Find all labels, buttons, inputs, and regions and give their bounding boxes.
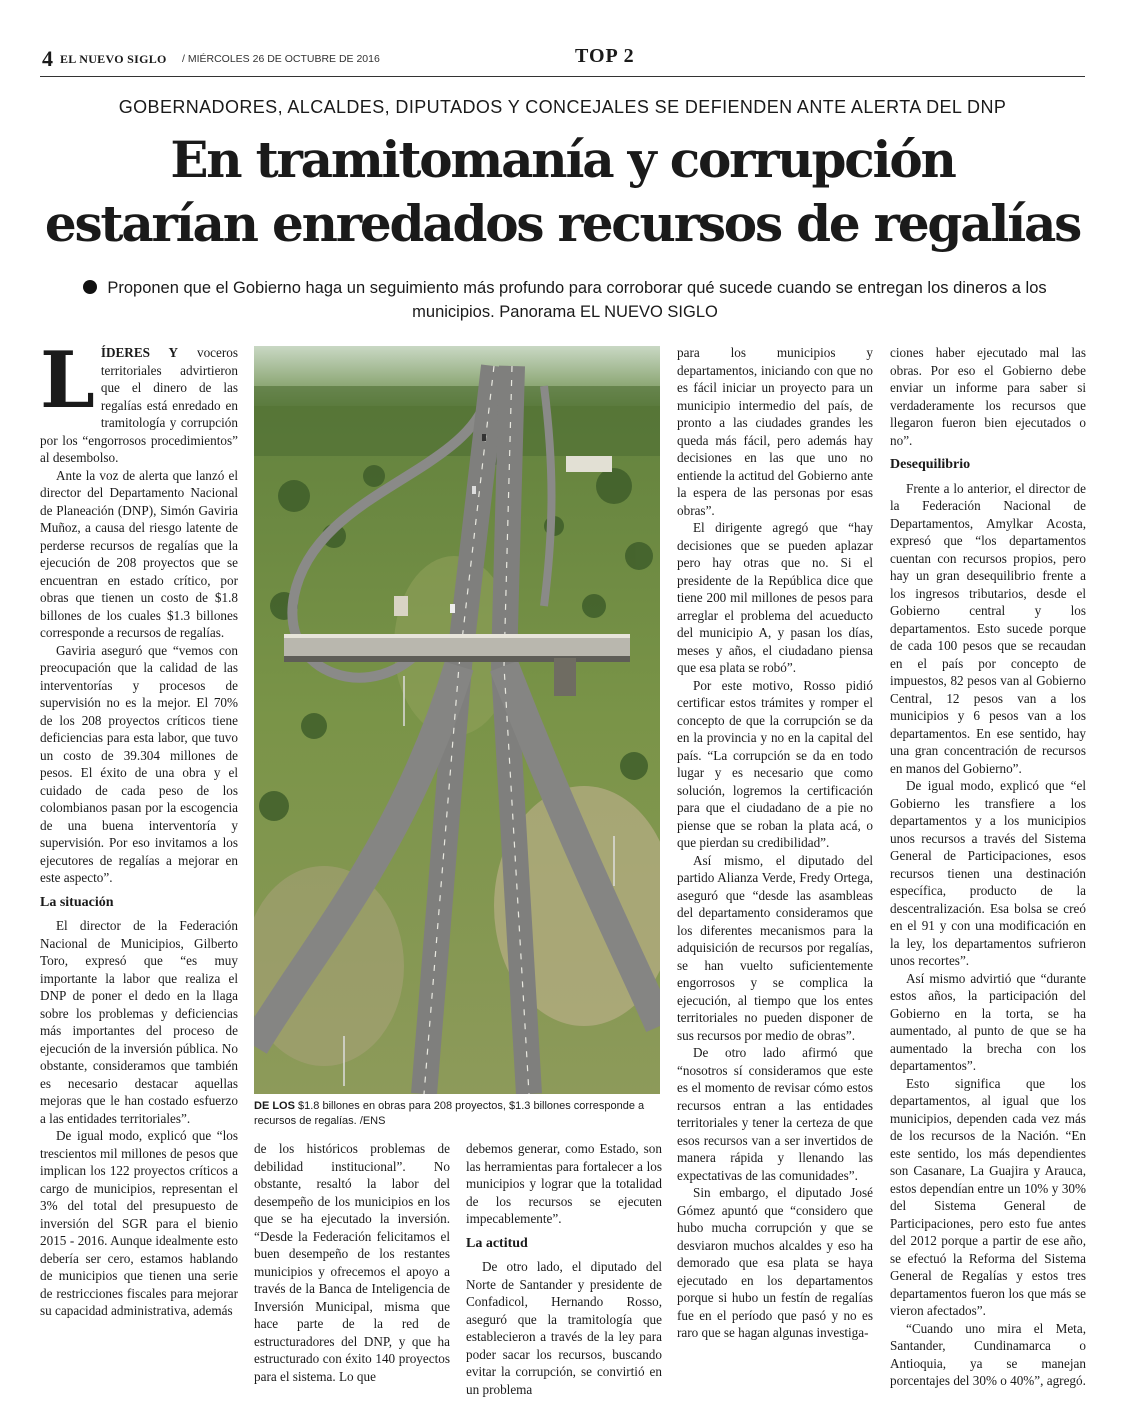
highway-aerial-photo — [254, 346, 660, 1094]
paragraph: debemos generar, como Estado, son las herramientas para fortalecer a los municipios y lograr que la totalidad de los recursos se ejecuten impecablemente”. — [466, 1141, 662, 1226]
page-folio — [40, 45, 1085, 77]
paragraph: Frente a lo anterior, el director de la Federación Nacional de Departamentos, Amylkar Acosta, expresó que “los departamentos cuentan con recursos propios, pero hay un gran desequilibrio frente a los ingresos tributarios, desde el Gobierno central y los departamentos. Esto sucede porque de cada 100 pesos que se recaudan en el país por concepto de impuestos, 82 pesos van al Gobierno Central, 12 pesos van a los municipios y 6 pesos van a los departamentos. En ese sentido, hay una gran concentración de recursos en manos del Gobierno”. — [890, 480, 1086, 776]
paragraph: de los históricos problemas de debilidad institucional”. No obstante, resaltó la labor del desempeño de los municipios en los que se ha ejecutado la inversión. “Desde la Federación felicitamos el buen desempeño de los restantes municipios y ofrecemos el apoyo a través de la Banca de Inteligencia de Inversión Municipal, misma que hace parte de la red de estructuradores del DNP, y que ha estructurado con éxito 140 proyectos para el sistema. Lo que — [254, 1141, 450, 1384]
article-column-1 — [40, 344, 238, 1396]
caption-text: $1.8 billones en obras para 208 proyectos, $1.3 billones corresponde a recursos de regalías. /ENS — [254, 1100, 645, 1127]
paragraph: Así mismo, el diputado del partido Alianza Verde, Fredy Ortega, aseguró que “desde las asambleas del departamento consideramos que los diferentes mecanismos para la adquisición de recursos por regalías, se han vuelto suficientemente engorrosos y se complica la ejecución, al tiempo que los entes territoriales no pueden disponer de sus recursos por medio de obras”. — [677, 852, 873, 1043]
drop-cap: L — [40, 344, 95, 426]
issue-date: / MIÉRCOLES 26 DE OCTUBRE DE 2016 — [182, 53, 380, 65]
headline-line-2: estarían enredados recursos de regalías — [44, 194, 1081, 253]
highway-photo-illustration — [254, 346, 660, 1094]
subheading-la-actitud: La actitud — [466, 1235, 528, 1251]
paragraph: para los municipios y departamentos, iniciando con que no es fácil iniciar un proyecto para un municipio intermedio del país, de pronto a las ciudades grandes les queda más fácil, pero además hay decisiones en las que uno no entiende la actitud del Gobierno ante la espera de las personas por esas obras”. — [677, 345, 873, 518]
lead-paragraph-text: voceros territoriales advirtieron que el dinero de las regalías está enredado en tramitología y corrupción por los “engorrosos procedimientos” al desembolso. — [40, 345, 238, 465]
paragraph: El director de la Federación Nacional de Municipios, Gilberto Toro, expresó que “es muy importante la labor que realiza el DNP de poner el dedo en la llaga sobre los problemas y deficiencias más importantes del proceso de ejecución de la inversión pública. No obstante, consideramos que también es necesario destacar aquellas mejoras que le han costado esfuerzo a las entidades territoriales”. — [40, 918, 238, 1126]
newspaper-name: EL NUEVO SIGLO — [60, 52, 167, 66]
bullet-icon — [83, 280, 97, 294]
paragraph: El dirigente agregó que “hay decisiones que se pueden aplazar pero hay otras que no. Si el presidente de la República dice que tiene 200 mil millones de pesos para arreglar el problema del acueducto del municipio A, y pasan los días, meses y años, el ciudadano piensa que esa plata se robó”. — [677, 520, 873, 675]
paragraph: Esto significa que los departamentos, al igual que los municipios, dependen cada vez más de los recursos de la Nación. “En este sentido, los más dependientes son Casanare, La Guajira y Arauca, estos dependían entre un 10% y 30% del Sistema General de Participaciones, pero esto fue antes del 2012 porque a partir de ese año, se efectuó la Reforma del Sistema General de Regalías y estos tres departamentos fueron los que más se vieron afectados”. — [890, 1075, 1086, 1318]
caption-lead: DE LOS — [254, 1100, 295, 1112]
article-column-2 — [254, 1140, 450, 1398]
paragraph: Ante la voz de alerta que lanzó el director del Departamento Nacional de Planeación (DNP), Simón Gaviria Muñoz, a causa del riesgo latente de perderse recursos de regalías que la ejecución de 208 proyectos que se encuentran en estado crítico, por obras que tienen un costo de $1.8 billones de los cuales $1.3 billones corresponde a recursos de regalías. — [40, 467, 238, 640]
paragraph: Gaviria aseguró que “vemos con preocupación que la calidad de las interventorías y procesos de supervisión no es la mejor. El 70% de los 208 proyectos críticos tiene deficiencias para esta labor, que tuvo un costo de 39.304 millones de pesos. El éxito de una obra y el cuidado de cada peso de los colombianos pasan por la escogencia de una buena interventoría y supervisión. Por eso invitamos a los ejecutores de regalías a mejorar en este aspecto”. — [40, 642, 238, 885]
lead-in: ÍDERES Y — [100, 345, 178, 360]
lead-paragraph — [40, 344, 238, 467]
paragraph: De otro lado, el diputado del Norte de Santander y presidente de Confadicol, Hernando Rosso, aseguró que la tramitología que establecieron a través de la ley para poder sacar los recursos, buscando evitar la corrupción, se convirtió en un problema — [466, 1259, 662, 1397]
paragraph: Sin embargo, el diputado José Gómez apuntó que “considero que hubo mucha corrupción y que se desviaron muchos alcaldes y eso ha demorado que esa plata se haya ejecutado en los departamentos porque si hubo un festín de regalías fue en el período que pasó y no es raro que se hagan algunas investiga- — [677, 1185, 873, 1340]
paragraph: Así mismo advirtió que “durante estos años, la participación del Gobierno en la torta, se ha aumentado, al punto de que se ha aumentado la brecha con los departamentos”. — [890, 970, 1086, 1073]
section-label: TOP 2 — [575, 45, 635, 67]
paragraph: De otro lado afirmó que “nosotros sí consideramos que este es el momento de revisar cómo estos recursos entran a las entidades territoriales y tener la certeza de que esos recursos van a ser invertidos de manera rápida y llenando las expectativas de las comunidades”. — [677, 1045, 873, 1183]
paragraph: Por este motivo, Rosso pidió certificar estos trámites y romper el concepto de que la corrupción se da en la provincia y no en la capital del país. “La corrupción se da en todo lugar y es necesario que como solución, logremos la certificación para que el ciudadano de a pie no piense que se roban la plata acá, o que pierdan su credibilidad”. — [677, 677, 873, 850]
article-column-5 — [890, 344, 1086, 1398]
subheading-la-situacion: La situación — [40, 894, 114, 910]
paragraph: De igual modo, explicó que “el Gobierno les transfiere a los departamentos y a los municipios unos recursos a través del Sistema General de Participaciones, esos recursos tienen una destinación específica, producto de la descentralización. Esa bolsa se creó en el 91 y con una modificación en la ley, los departamentos sufrieron unos recortes”. — [890, 778, 1086, 968]
subheading-desequilibrio: Desequilibrio — [890, 457, 971, 472]
subhead-text: Proponen que el Gobierno haga un seguimiento más profundo para corroborar qué sucede cuando se entregan los dineros a los municipios. Panorama EL NUEVO SIGLO — [107, 279, 1047, 321]
photo-caption — [254, 1099, 664, 1129]
headline-line-1: En tramitomanía y corrupción — [170, 130, 955, 189]
article-subhead — [55, 276, 1075, 324]
article-headline — [30, 128, 1095, 256]
paragraph: De igual modo, explicó que “los trescientos mil millones de pesos que implican los 122 proyectos críticos a cargo de municipios, representan el 3% del total del presupuesto de inversión del SGR para el bienio 2015 - 2016. Aunque idealmente esto debería ser cero, estamos hablando de municipios que tienen una serie de restricciones fiscales para mejorar su capacidad administrativa, además — [40, 1128, 238, 1318]
paragraph: “Cuando uno mira el Meta, Santander, Cundinamarca o Antioquia, ya se manejan porcentajes del 30% o 40%”, agregó. — [890, 1320, 1086, 1388]
article-kicker: GOBERNADORES, ALCALDES, DIPUTADOS Y CONCEJALES SE DEFIENDEN ANTE ALERTA DEL DNP — [118, 97, 1007, 117]
article-column-4 — [677, 344, 873, 1398]
page-number: 4 — [42, 46, 53, 71]
article-column-3 — [466, 1140, 662, 1398]
paragraph: ciones haber ejecutado mal las obras. Por eso el Gobierno debe enviar un informe para saber si verdaderamente los recursos que llegaron fueron bien ejecutados o no”. — [890, 345, 1086, 448]
